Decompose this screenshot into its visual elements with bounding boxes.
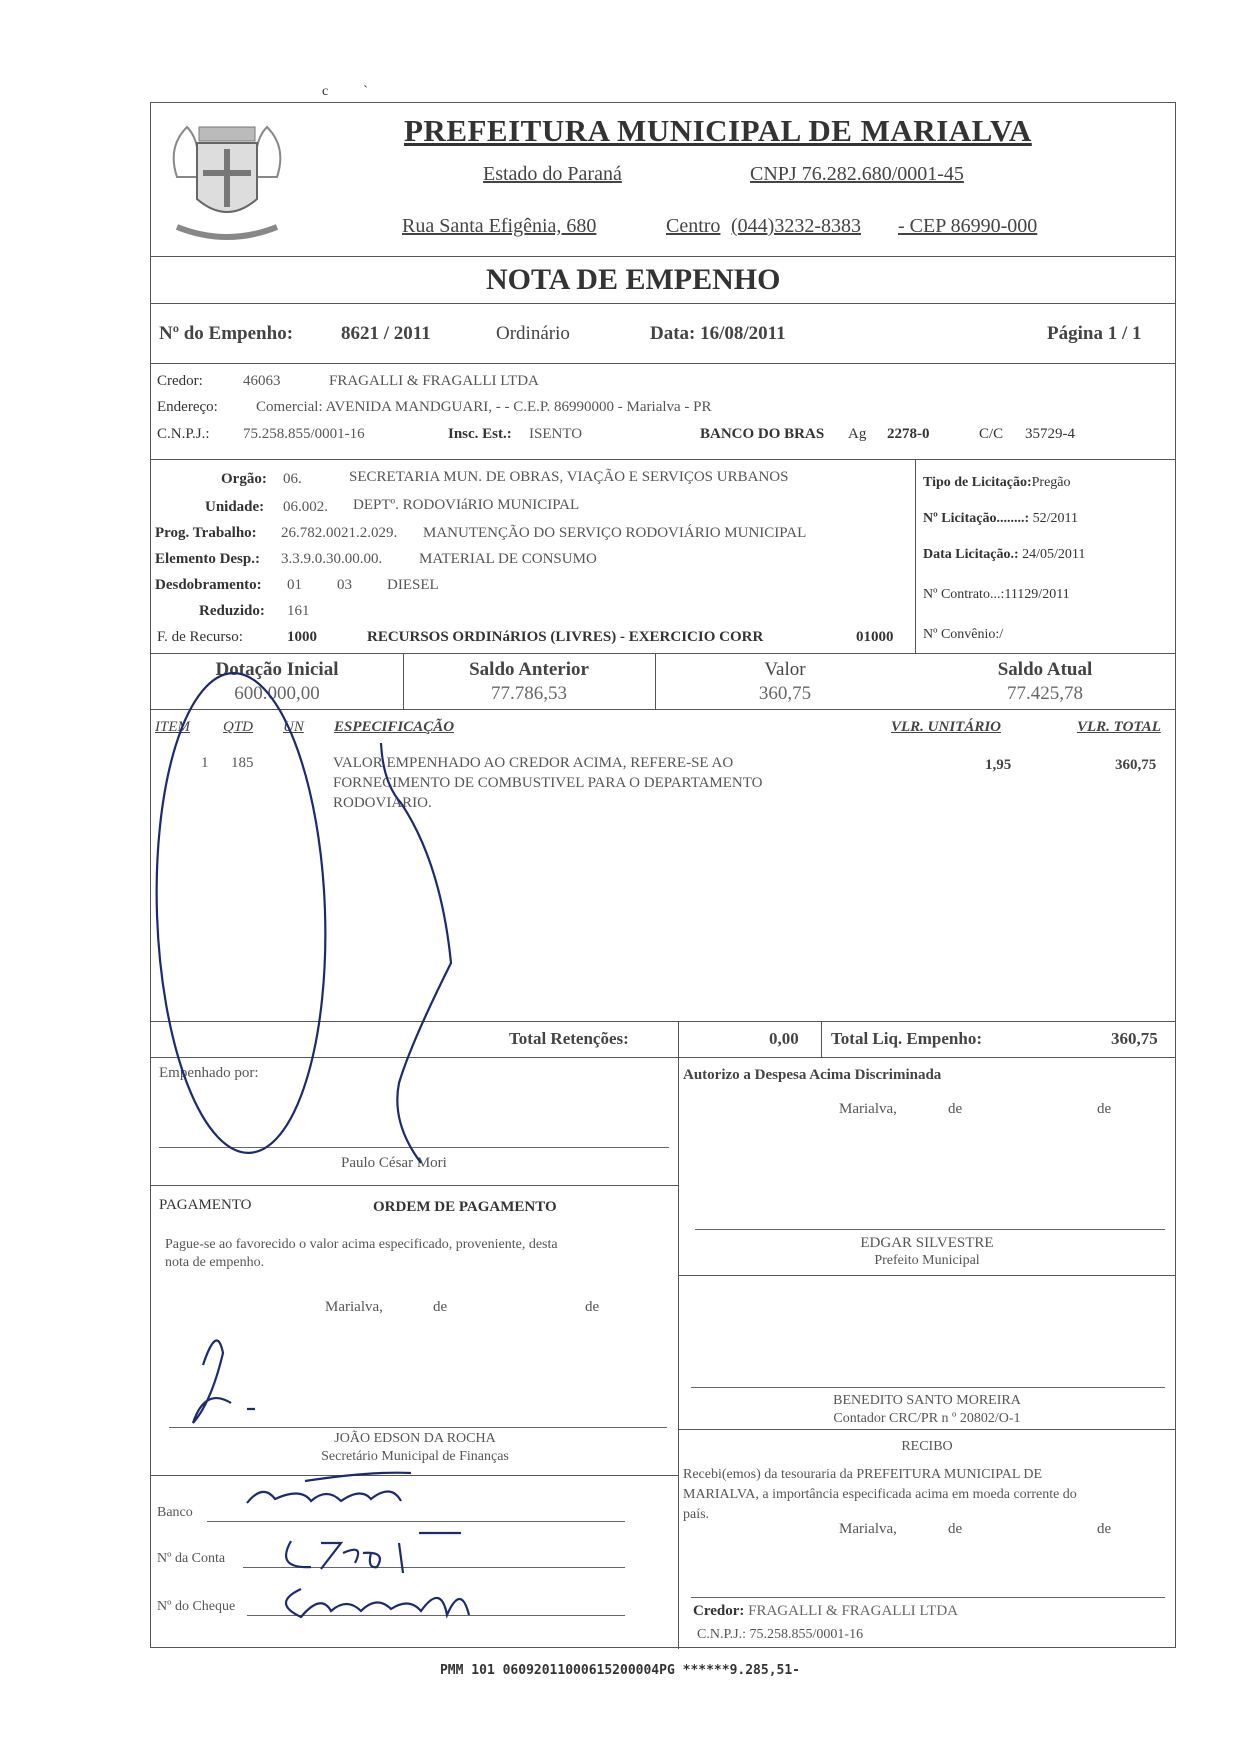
prog-value: MANUTENÇÃO DO SERVIÇO RODOVIÁRIO MUNICIPAL — [423, 525, 807, 541]
reduzido-label: Reduzido: — [199, 603, 265, 619]
recibo-de2: de — [1097, 1521, 1112, 1537]
benedito-title: Contador CRC/PR n º 20802/O-1 — [833, 1411, 1021, 1426]
col-qtd: QTD — [223, 719, 254, 735]
autorizo-label: Autorizo a Despesa Acima Discriminada — [683, 1067, 942, 1083]
header-state: Estado do Paraná — [483, 163, 622, 185]
credor-code: 46063 — [243, 373, 281, 389]
saldo-anterior-value: 77.786,53 — [491, 683, 567, 704]
conta-label: Nº da Conta — [157, 1551, 226, 1566]
col-un: UN — [283, 719, 304, 735]
footer-code: PMM 101 06092011000615200004PG ******9.285,51- — [439, 1663, 801, 1678]
ordem-pagamento-label: ORDEM DE PAGAMENTO — [373, 1199, 557, 1215]
saldo-atual-value: 77.425,78 — [1007, 683, 1083, 704]
joao-name: JOÃO EDSON DA ROCHA — [334, 1431, 496, 1446]
item-vlr-total: 360,75 — [1115, 757, 1157, 773]
recibo-text-3: país. — [683, 1507, 710, 1522]
unidade-code: 06.002. — [283, 499, 328, 515]
col-vlr-unitario: VLR. UNITÁRIO — [891, 719, 1002, 735]
desdob-b: 03 — [337, 577, 352, 593]
cc-label: C/C — [979, 426, 1004, 442]
empenho-number: 8621 / 2011 — [341, 323, 431, 344]
edgar-name: EDGAR SILVESTRE — [860, 1235, 994, 1251]
header-district: Centro — [666, 215, 721, 237]
elemento-value: MATERIAL DE CONSUMO — [419, 551, 597, 567]
licitacao-data: Data Licitação.: 24/05/2011 — [923, 547, 1086, 562]
cc-value: 35729-4 — [1025, 426, 1075, 442]
autorizo-place: Marialva, — [839, 1101, 897, 1117]
cnpj-label: C.N.P.J.: — [157, 426, 210, 442]
autorizo-de1: de — [948, 1101, 963, 1117]
pagamento-de1: de — [433, 1299, 448, 1315]
recurso-value: RECURSOS ORDINáRIOS (LIVRES) - EXERCICIO CORR — [367, 629, 764, 645]
licitacao-num: Nº Licitação........: 52/2011 — [923, 511, 1078, 526]
orgao-label: Orgão: — [221, 471, 267, 487]
desdob-a: 01 — [287, 577, 302, 593]
valor-label: Valor — [764, 659, 806, 680]
licitacao-contrato: Nº Contrato...:11129/2011 — [923, 587, 1070, 602]
prog-label: Prog. Trabalho: — [155, 525, 257, 541]
recibo-credor-cnpj: C.N.P.J.: 75.258.855/0001-16 — [697, 1627, 864, 1642]
dotacao-inicial-value: 600.000,00 — [234, 683, 320, 704]
pague-text-2: nota de empenho. — [165, 1255, 265, 1270]
document-frame — [150, 102, 1176, 1648]
cnpj-value: 75.258.855/0001-16 — [243, 426, 365, 442]
autorizo-de2: de — [1097, 1101, 1112, 1117]
header-title: PREFEITURA MUNICIPAL DE MARIALVA — [404, 113, 1032, 148]
recibo-text-1: Recebi(emos) da tesouraria da PREFEITURA MUNICIPAL DE — [683, 1467, 1043, 1482]
mori-name: Paulo César Mori — [341, 1155, 447, 1171]
orgao-value: SECRETARIA MUN. DE OBRAS, VIAÇÃO E SERVIÇOS URBANOS — [349, 469, 789, 485]
item-desc-line1: VALOR EMPENHADO AO CREDOR ACIMA, REFERE-SE AO — [333, 755, 734, 771]
empenho-type: Ordinário — [496, 323, 570, 344]
recurso-code: 1000 — [287, 629, 317, 645]
header-address: Rua Santa Efigênia, 680 — [402, 215, 597, 237]
licitacao-tipo-label: Tipo de Licitação:Pregão — [923, 475, 1071, 490]
empenho-page: Página 1 / 1 — [1047, 323, 1142, 344]
cheque-label: Nº do Cheque — [157, 1599, 236, 1614]
recibo-place: Marialva, — [839, 1521, 897, 1537]
dotacao-inicial-label: Dotação Inicial — [215, 659, 339, 680]
saldo-anterior-label: Saldo Anterior — [469, 659, 589, 680]
item-qtd: 185 — [231, 755, 254, 771]
insc-value: ISENTO — [529, 426, 583, 442]
recurso-label: F. de Recurso: — [157, 629, 243, 645]
recibo-credor: Credor: FRAGALLI & FRAGALLI LTDA — [693, 1603, 958, 1619]
total-liq-label: Total Liq. Empenho: — [831, 1029, 982, 1048]
unidade-value: DEPTº. RODOVIáRIO MUNICIPAL — [353, 497, 580, 513]
col-especificacao: ESPECIFICAÇÃO — [334, 719, 455, 735]
credor-label: Credor: — [157, 373, 203, 389]
edgar-title: Prefeito Municipal — [874, 1253, 980, 1268]
handwritten-signature — [151, 103, 1177, 1649]
pagamento-place: Marialva, — [325, 1299, 383, 1315]
col-vlr-total: VLR. TOTAL — [1077, 719, 1161, 735]
desdob-label: Desdobramento: — [155, 577, 262, 593]
recibo-text-2: MARIALVA, a importância especificada acima em moeda corrente do — [683, 1487, 1077, 1502]
header-cnpj: CNPJ 76.282.680/0001-45 — [750, 163, 964, 185]
doc-title: NOTA DE EMPENHO — [486, 263, 781, 296]
item-desc-line3: RODOVIARIO. — [333, 795, 432, 811]
pague-text-1: Pague-se ao favorecido o valor acima especificado, proveniente, desta — [165, 1237, 558, 1252]
saldo-atual-label: Saldo Atual — [997, 659, 1093, 680]
total-retencoes-label: Total Retenções: — [509, 1029, 629, 1048]
pagamento-label: PAGAMENTO — [159, 1197, 252, 1213]
endereco-value: Comercial: AVENIDA MANDGUARI, - - C.E.P. 86990000 - Marialva - PR — [256, 399, 712, 415]
pagamento-de2: de — [585, 1299, 600, 1315]
benedito-name: BENEDITO SANTO MOREIRA — [833, 1393, 1021, 1408]
elemento-label: Elemento Desp.: — [155, 551, 260, 567]
ag-label: Ag — [848, 426, 867, 442]
recibo-de1: de — [948, 1521, 963, 1537]
header-phone: (044)3232-8383 — [731, 215, 861, 237]
item-vlr-unitario: 1,95 — [985, 757, 1012, 773]
licitacao-convenio: Nº Convênio:/ — [923, 627, 1004, 642]
credor-name: FRAGALLI & FRAGALLI LTDA — [329, 373, 539, 389]
recibo-label: RECIBO — [901, 1439, 953, 1454]
recurso-num: 01000 — [856, 629, 894, 645]
empenho-number-label: Nº do Empenho: — [159, 323, 294, 344]
insc-label: Insc. Est.: — [448, 426, 512, 442]
scan-mark: c ˋ — [322, 84, 368, 99]
empenho-date: Data: 16/08/2011 — [650, 323, 786, 344]
prog-code: 26.782.0021.2.029. — [281, 525, 398, 541]
unidade-label: Unidade: — [205, 499, 265, 515]
orgao-code: 06. — [283, 471, 302, 487]
ag-value: 2278-0 — [887, 426, 930, 442]
item-desc-line2: FORNECIMENTO DE COMBUSTIVEL PARA O DEPARTAMENTO — [333, 775, 763, 791]
banco-label: Banco — [157, 1505, 193, 1520]
elemento-code: 3.3.9.0.30.00.00. — [281, 551, 383, 567]
col-item: ITEM — [155, 719, 190, 735]
reduzido-value: 161 — [287, 603, 310, 619]
desdob-value: DIESEL — [387, 577, 439, 593]
empenhado-por-label: Empenhado por: — [159, 1065, 259, 1081]
total-liq-value: 360,75 — [1111, 1029, 1158, 1048]
total-retencoes-value: 0,00 — [769, 1029, 799, 1048]
valor-value: 360,75 — [758, 683, 812, 704]
endereco-label: Endereço: — [157, 399, 218, 415]
joao-title: Secretário Municipal de Finanças — [321, 1449, 509, 1464]
item-number: 1 — [201, 755, 209, 771]
bank-name: BANCO DO BRAS — [700, 426, 825, 442]
header-cep: - CEP 86990-000 — [898, 215, 1038, 237]
